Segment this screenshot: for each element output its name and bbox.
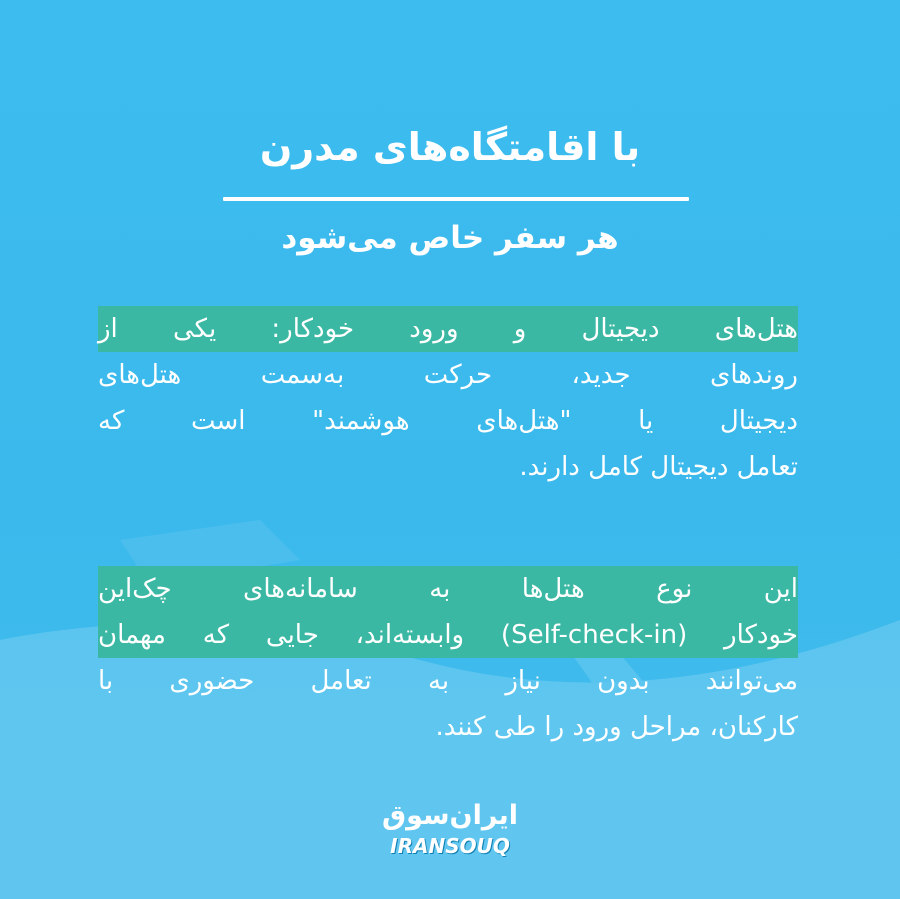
paragraph-digital-hotels [98,306,798,490]
paragraph-1-line-4: تعامل دیجیتال کامل دارند. [519,452,798,482]
paragraph-2-line-2: خودکار (Self-check-in) وابسته‌اند، جایی که مهمان [98,612,798,658]
paragraph-2-line-3: می‌توانند بدون نیاز به تعامل حضوری با [98,666,798,696]
paragraph-2-line-4: کارکنان، مراحل ورود را طی کنند. [435,712,798,742]
paragraph-self-check-in [98,566,798,750]
slide-title: با اقامتگاه‌های مدرن [259,125,641,169]
slide-subtitle: هر سفر خاص می‌شود [281,220,619,256]
iransouq-logo [370,798,530,866]
paragraph-1-line-3: دیجیتال یا "هتل‌های هوشمند" است که [98,406,798,436]
paragraph-1-line-2: روندهای جدید، حرکت به‌سمت هتل‌های [98,360,798,390]
paragraph-1-line-1: هتل‌های دیجیتال و ورود خودکار: یکی از [98,306,798,352]
logo-persian-text: ایران‌سوق [381,800,519,831]
paragraph-2-line-1: این نوع هتل‌ها به سامانه‌های چک‌این [98,566,798,612]
logo-latin-text: IRANSOUQ [390,834,510,858]
title-divider [223,197,689,201]
